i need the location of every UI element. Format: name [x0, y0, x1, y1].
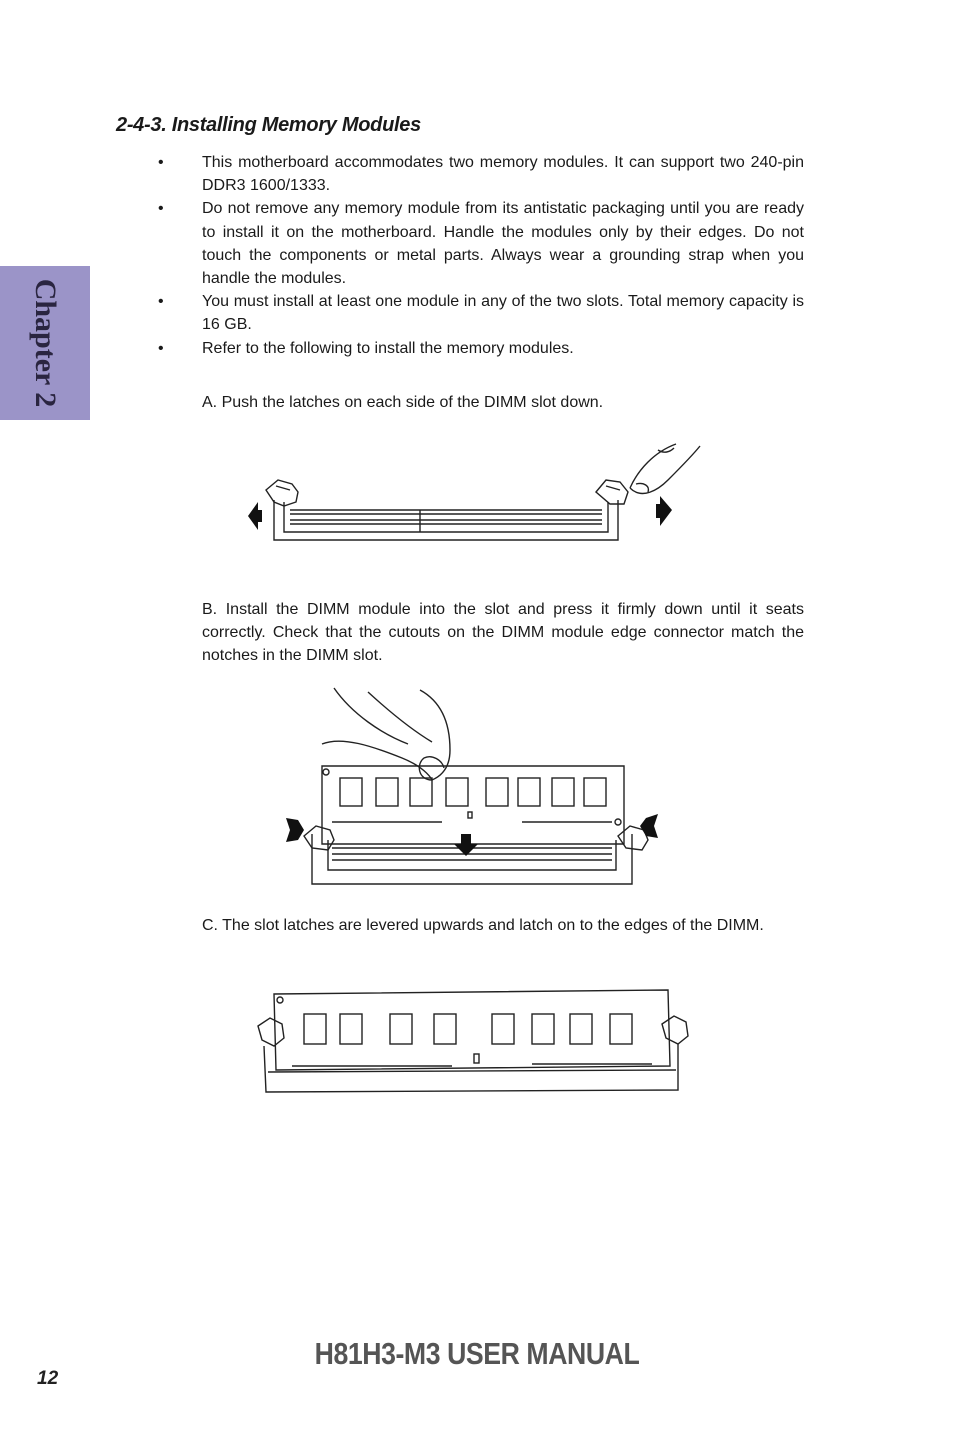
bullet-icon: • [158, 293, 164, 311]
page-number: 12 [37, 1368, 59, 1389]
chapter-tab-label: Chapter 2 [29, 278, 62, 408]
list-item [158, 197, 804, 290]
list-item [158, 151, 804, 197]
step-letter: C. [202, 917, 218, 934]
step-letter: B. [202, 601, 218, 618]
bullet-text: You must install at least one module in any of the two slots. Total memory capacity is 16 GB. [202, 293, 804, 334]
footer-title: H81H3-M3 USER MANUAL [314, 1336, 640, 1371]
figure-insert-module [282, 684, 672, 894]
bullet-icon: • [158, 200, 164, 218]
step-letter: A. [202, 394, 218, 411]
step-text: Install the DIMM module into the slot and press it firmly down until it seats correctly. Check that the cutouts on the DIMM module edge connector match the notches in the DIMM slot. [202, 601, 804, 665]
figure-open-slot [240, 440, 704, 550]
list-item [158, 337, 804, 360]
step-c [202, 914, 804, 937]
bullet-icon: • [158, 339, 164, 357]
bullet-text: Do not remove any memory module from its antistatic packaging until you are ready to install it on the motherboard. Handle the modules only by their edges. Do not touch the components or metal parts. Always wear a grounding strap when you handle the modules. [202, 200, 804, 288]
list-item [158, 290, 804, 336]
step-a [202, 391, 804, 414]
bullet-icon: • [158, 154, 164, 171]
step-b [202, 598, 804, 668]
step-text: The slot latches are levered upwards and latch on to the edges of the DIMM. [222, 917, 764, 934]
bullet-text: Refer to the following to install the memory modules. [202, 339, 574, 357]
bullet-list [158, 151, 804, 360]
chapter-tab [0, 266, 90, 420]
figure-seated-module [252, 986, 692, 1098]
section-title: 2-4-3. Installing Memory Modules [116, 114, 421, 136]
bullet-text: This motherboard accommodates two memory modules. It can support two 240-pin DDR3 1600/1333. [202, 154, 804, 195]
step-text: Push the latches on each side of the DIMM slot down. [221, 394, 604, 411]
